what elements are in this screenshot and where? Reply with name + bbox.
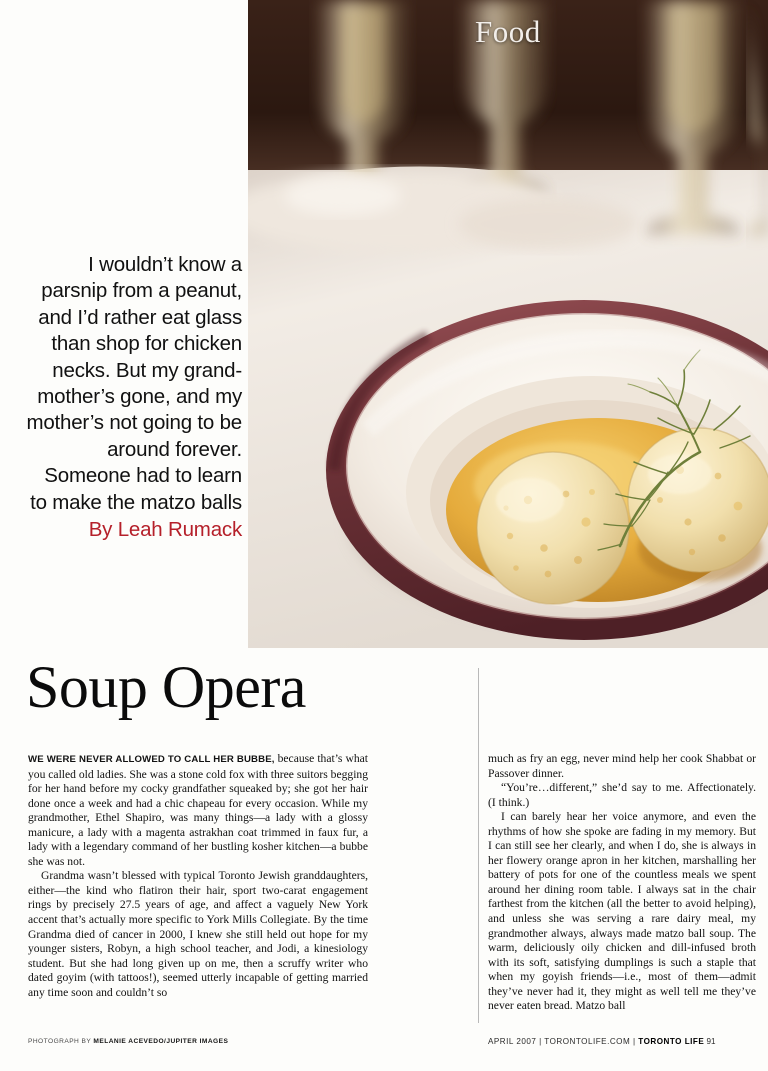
folio-issue: APRIL 2007 | TORONTOLIFE.COM |	[488, 1037, 639, 1046]
photo-credit	[28, 1038, 228, 1045]
hero-photograph	[248, 0, 768, 648]
article-byline: By Leah Rumack	[88, 518, 242, 542]
drop-lead-in: WE WERE NEVER ALLOWED TO CALL HER BUBBE,	[28, 754, 275, 765]
column-divider-rule	[478, 668, 479, 1023]
photo-credit-name: MELANIE ACEVEDO/JUPITER IMAGES	[93, 1038, 229, 1045]
paragraph-text: I can barely hear her voice anymore, and even the rhythms of how she spoke are fading in my memory. But I can still see her clearly, and when I do, she is always in her flowery orange apron in her kitchen, marshalling her battery of pots for one of the countless meals we spent around her dining room table. I always sat in the chair farthest from the kitchen (all the better to avoid helping), and unless she was serving a rare dairy meal, my grandmother always, always made matzo ball soup. The warm, deliciously oily chicken and dill-infused broth with its soft, satisfying dumplings is such a staple that when my goyish friends—i.e., most of them—admit they’ve never had it, they might as well tell me they’ve never eaten bread. Matzo ball	[488, 810, 756, 1013]
paragraph-text: “You’re…different,” she’d say to me. Affectionately. (I think.)	[488, 781, 756, 809]
paragraph	[488, 810, 756, 1014]
paragraph	[28, 752, 368, 869]
soup-photo-illustration	[248, 0, 768, 648]
article-deck	[24, 252, 242, 543]
body-column-right	[488, 752, 756, 1014]
folio-publication: TORONTO LIFE	[638, 1037, 705, 1046]
paragraph-text: Grandma wasn’t blessed with typical Toronto Jewish granddaughters, either—the kind who flatiron their hair, sport two-carat engagement rings by precisely 27.5 years of age, and affect a vaguely New York accent that’s actually more specific to York Mills Collegiate. By the time Grandma died of cancer in 2000, I knew she still held out hope for my younger sisters, Robyn, a high school teacher, and Jodi, a kinesiology student. But she had long given up on me, then a scruffy writer who dated goyim (with tattoos!), seemed utterly incapable of getting married any time soon and couldn’t so	[28, 869, 368, 999]
paragraph-text: much as fry an egg, never mind help her cook Shabbat or Passover dinner.	[488, 752, 756, 780]
paragraph	[28, 869, 368, 1000]
paragraph	[488, 752, 756, 781]
paragraph-text: because that’s what you called old ladies. She was a stone cold fox with three suitors begging for her hand before my cocky grandfather squeaked by; she got her hair done once a week and had a chic chapeau for every occasion. While my grandmother, Ethel Shapiro, was many things—a lady with a glossy manicure, a lady with a magenta astrakhan coat trimmed in faux fur, a lady with a legendary command of her bustling kosher kitchen—a bubbe she was not.	[28, 752, 369, 868]
page-folio	[488, 1037, 716, 1046]
section-label: Food	[475, 14, 541, 49]
article-headline: Soup Opera	[26, 654, 306, 720]
deck-text: I wouldn’t know a parsnip from a peanut, and I’d rather eat glass than shop for chicken necks. But my grand-mother’s gone, and my mother’s not going to be around forever. Someone had to learn to make the matzo balls	[26, 253, 242, 514]
body-column-left	[28, 752, 368, 1000]
paragraph	[488, 781, 756, 810]
folio-page-number: 91	[704, 1037, 716, 1046]
photo-credit-prefix: PHOTOGRAPH BY	[28, 1038, 94, 1045]
